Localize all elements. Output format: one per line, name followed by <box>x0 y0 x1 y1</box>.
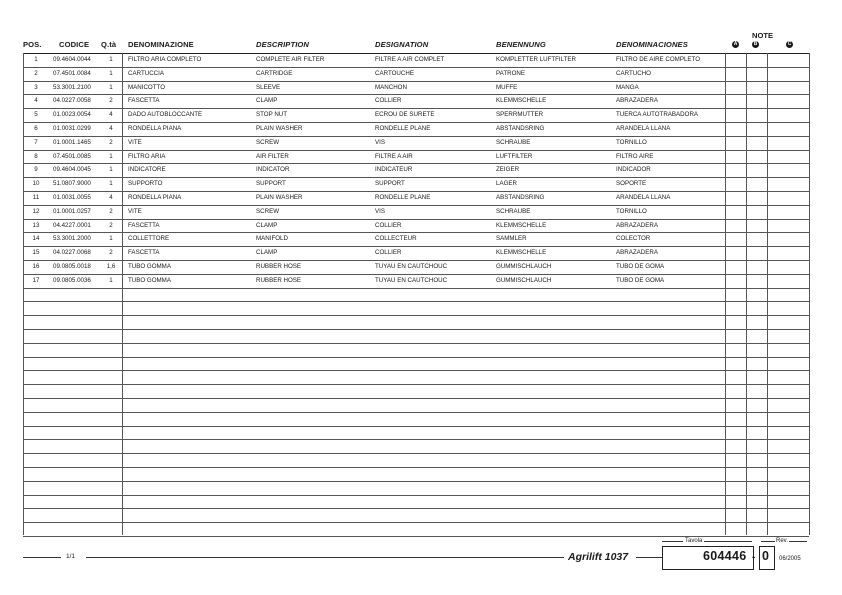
row-code: 09.4604.0045 <box>53 166 91 174</box>
row-qty: 1 <box>109 83 113 91</box>
row-code: 07.4501.0084 <box>53 69 91 77</box>
row-qty: 1,6 <box>106 263 116 270</box>
header-denominazione: DENOMINAZIONE <box>128 40 194 49</box>
row-designation: INDICATEUR <box>375 166 413 174</box>
table-column-divider <box>767 53 768 535</box>
row-denominaciones: ABRAZADERA <box>616 249 658 257</box>
row-qty: 1 <box>109 235 113 243</box>
row-code: 09.0805.0018 <box>53 263 91 270</box>
machine-model: Agrilift 1037 <box>568 551 629 563</box>
table-column-divider <box>23 53 24 535</box>
row-benennung: SAMMLER <box>496 235 527 243</box>
footer-line-left <box>23 557 61 558</box>
row-pos: 5 <box>34 111 38 119</box>
row-benennung: ABSTANDSRING <box>496 125 545 132</box>
row-description: CLAMP <box>256 221 278 229</box>
row-designation: TUYAU EN CAUTCHOUC <box>375 263 448 270</box>
row-code: 07.4501.0085 <box>53 152 91 160</box>
row-code: 04.4227.0001 <box>53 221 91 229</box>
row-benennung: KLEMMSCHELLE <box>496 97 547 105</box>
row-pos: 8 <box>34 152 38 160</box>
row-denominazione: RONDELLA PIANA <box>128 194 182 201</box>
table-rule <box>23 495 809 496</box>
row-denominazione: COLLETTORE <box>128 235 170 243</box>
table-rule <box>23 467 809 468</box>
table-column-divider <box>746 53 747 535</box>
tavola-rev-separator: - <box>752 552 756 563</box>
row-code: 04.0227.0058 <box>53 97 91 105</box>
row-description: PLAIN WASHER <box>256 194 303 201</box>
tavola-label: Tavola <box>685 538 703 544</box>
row-description: SUPPORT <box>256 180 286 188</box>
rev-number: 0 <box>762 549 769 563</box>
tavola-number: 604446 <box>703 549 747 563</box>
row-pos: 6 <box>34 125 38 132</box>
header-description: DESCRIPTION <box>256 40 309 49</box>
row-code: 53.3001.2000 <box>53 235 91 243</box>
row-description: STOP NUT <box>256 111 288 119</box>
row-designation: COLLECTEUR <box>375 235 417 243</box>
row-description: SCREW <box>256 207 280 215</box>
row-designation: MANCHON <box>375 83 407 91</box>
row-benennung: SCHRAUBE <box>496 207 531 215</box>
table-rule <box>23 357 809 358</box>
row-denominazione: TUBO GOMMA <box>128 276 171 284</box>
row-benennung: LAGER <box>496 180 517 188</box>
row-denominaciones: TUERCA AUTOTRABADORA <box>616 111 699 119</box>
row-pos: 1 <box>34 56 38 63</box>
row-benennung: ZEIGER <box>496 166 520 174</box>
row-description: PLAIN WASHER <box>256 125 303 132</box>
table-rule <box>23 384 809 385</box>
row-description: MANIFOLD <box>256 235 288 243</box>
page-number: 1/1 <box>66 553 76 560</box>
row-denominaciones: TORNILLO <box>616 138 647 146</box>
row-benennung: PATRONE <box>496 69 525 77</box>
row-pos: 4 <box>34 97 38 105</box>
row-code: 01.0001.0257 <box>53 207 91 215</box>
row-description: INDICATOR <box>256 166 290 174</box>
row-denominazione: VITE <box>128 207 142 215</box>
row-designation: FILTRE A AIR COMPLET <box>375 56 445 63</box>
row-code: 01.0001.1465 <box>53 138 91 146</box>
row-pos: 2 <box>34 69 38 77</box>
row-code: 53.3001.2100 <box>53 83 91 91</box>
row-designation: TUYAU EN CAUTCHOUC <box>375 276 448 284</box>
row-denominazione: TUBO GOMMA <box>128 263 171 270</box>
row-denominaciones: TUBO DE GOMA <box>616 276 665 284</box>
row-benennung: SPERRMUTTER <box>496 111 544 119</box>
row-code: 01.0031.0055 <box>53 194 91 201</box>
table-rule <box>23 370 809 371</box>
row-pos: 7 <box>34 138 38 146</box>
row-description: RUBBER HOSE <box>256 263 302 270</box>
row-qty: 1 <box>109 276 113 284</box>
header-pos: POS. <box>23 40 42 49</box>
table-rule <box>23 343 809 344</box>
row-description: COMPLETE AIR FILTER <box>256 56 325 63</box>
footer-line-right <box>636 557 662 558</box>
row-description: RUBBER HOSE <box>256 276 302 284</box>
row-pos: 10 <box>32 180 40 188</box>
table-rule <box>23 426 809 427</box>
table-rule <box>23 453 809 454</box>
row-qty: 1 <box>109 69 113 77</box>
row-description: CLAMP <box>256 249 278 257</box>
table-rule <box>23 522 809 523</box>
row-designation: CARTOUCHE <box>375 69 414 77</box>
row-denominazione: DADO AUTOBLOCCANTE <box>128 111 203 119</box>
row-denominaciones: FILTRO DE AIRE COMPLETO <box>616 56 701 63</box>
row-pos: 9 <box>34 166 38 174</box>
row-denominaciones: COLECTOR <box>616 235 651 243</box>
row-code: 09.0805.0036 <box>53 276 91 284</box>
row-designation: COLLIER <box>375 97 402 105</box>
row-denominazione: FASCETTA <box>128 221 160 229</box>
row-denominazione: FASCETTA <box>128 249 160 257</box>
row-qty: 4 <box>109 125 113 132</box>
header-denominaciones: DENOMINACIONES <box>616 40 688 49</box>
table-rule <box>23 315 809 316</box>
row-description: CLAMP <box>256 97 278 105</box>
row-benennung: SCHRAUBE <box>496 138 531 146</box>
row-code: 04.0227.0068 <box>53 249 91 257</box>
row-pos: 14 <box>32 235 40 243</box>
row-code: 01.0031.0299 <box>53 125 91 132</box>
row-qty: 2 <box>109 97 113 105</box>
row-denominazione: RONDELLA PIANA <box>128 125 182 132</box>
row-benennung: GUMMISCHLAUCH <box>496 276 552 284</box>
row-denominaciones: FILTRO AIRE <box>616 152 654 160</box>
table-rule <box>23 412 809 413</box>
rev-label: Rev. <box>776 538 788 544</box>
revision-date: 06/2005 <box>779 556 801 562</box>
row-denominazione: FILTRO ARIA <box>128 152 166 160</box>
note-b-badge: B <box>753 41 758 47</box>
row-pos: 16 <box>32 263 40 270</box>
row-qty: 1 <box>109 152 113 160</box>
row-denominazione: FASCETTA <box>128 97 160 105</box>
row-designation: COLLIER <box>375 221 402 229</box>
note-a-badge: A <box>733 41 738 47</box>
row-designation: RONDELLE PLANE <box>375 125 431 132</box>
table-rule <box>23 288 809 289</box>
row-description: SLEEVE <box>256 83 281 91</box>
row-benennung: GUMMISCHLAUCH <box>496 263 552 270</box>
table-rule <box>23 301 809 302</box>
row-denominaciones: ABRAZADERA <box>616 97 658 105</box>
row-qty: 2 <box>109 249 113 257</box>
tavola-label-line <box>662 541 752 542</box>
footer-line-middle <box>86 557 564 558</box>
row-qty: 1 <box>109 166 113 174</box>
row-denominaciones: SOPORTE <box>616 180 647 188</box>
row-denominaciones: INDICADOR <box>616 166 651 174</box>
row-denominaciones: CARTUCHO <box>616 69 651 77</box>
header-benennung: BENENNUNG <box>496 40 546 49</box>
row-qty: 1 <box>109 180 113 188</box>
row-code: 51.0807.9000 <box>53 180 91 188</box>
row-designation: FILTRE A AIR <box>375 152 413 160</box>
row-benennung: ABSTANDSRING <box>496 194 545 201</box>
table-rule <box>23 329 809 330</box>
row-benennung: KOMPLETTER LUFTFILTER <box>496 56 576 63</box>
row-denominazione: CARTUCCIA <box>128 69 164 77</box>
note-c-badge: C <box>787 41 792 47</box>
row-denominaciones: TORNILLO <box>616 207 647 215</box>
row-benennung: LUFTFILTER <box>496 152 533 160</box>
row-designation: SUPPORT <box>375 180 405 188</box>
row-qty: 4 <box>109 111 113 119</box>
row-denominaciones: ARANDELA LLANA <box>616 125 671 132</box>
row-denominazione: VITE <box>128 138 142 146</box>
row-denominaciones: ARANDELA LLANA <box>616 194 671 201</box>
row-designation: ECROU DE SURETE <box>375 111 435 119</box>
row-denominazione: SUPPORTO <box>128 180 163 188</box>
header-codice: CODICE <box>59 40 90 49</box>
row-qty: 2 <box>109 221 113 229</box>
row-pos: 12 <box>32 207 40 215</box>
row-code: 01.0023.0054 <box>53 111 91 119</box>
row-benennung: KLEMMSCHELLE <box>496 249 547 257</box>
table-rule <box>23 508 809 509</box>
row-qty: 1 <box>109 56 113 63</box>
table-column-divider <box>809 53 810 535</box>
row-benennung: MUFFE <box>496 83 518 91</box>
table-rule <box>23 439 809 440</box>
row-pos: 17 <box>32 276 40 284</box>
header-note: NOTE <box>752 31 774 40</box>
row-qty: 4 <box>109 194 113 201</box>
row-designation: COLLIER <box>375 249 402 257</box>
header-qta: Q.tà <box>101 40 117 49</box>
row-description: CARTRIDGE <box>256 69 293 77</box>
row-pos: 13 <box>32 221 40 229</box>
row-denominazione: MANICOTTO <box>128 83 166 91</box>
row-qty: 2 <box>109 138 113 146</box>
row-denominaciones: TUBO DE GOMA <box>616 263 665 270</box>
table-rule <box>23 481 809 482</box>
row-designation: RONDELLE PLANE <box>375 194 431 201</box>
row-denominazione: FILTRO ARIA COMPLETO <box>128 56 202 63</box>
row-denominaciones: ABRAZADERA <box>616 221 658 229</box>
row-pos: 15 <box>32 249 40 257</box>
row-description: AIR FILTER <box>256 152 289 160</box>
table-rule <box>23 398 809 399</box>
header-designation: DESIGNATION <box>375 40 429 49</box>
row-designation: VIS <box>375 207 385 215</box>
row-benennung: KLEMMSCHELLE <box>496 221 547 229</box>
table-column-divider <box>725 53 726 535</box>
row-description: SCREW <box>256 138 280 146</box>
row-code: 09.4604.0044 <box>53 56 91 63</box>
row-qty: 2 <box>109 207 113 215</box>
row-pos: 11 <box>32 194 40 201</box>
table-column-divider <box>122 53 123 535</box>
row-denominazione: INDICATORE <box>128 166 166 174</box>
row-pos: 3 <box>34 83 38 91</box>
row-denominaciones: MANGA <box>616 83 639 91</box>
row-designation: VIS <box>375 138 385 146</box>
table-rule <box>23 536 809 537</box>
